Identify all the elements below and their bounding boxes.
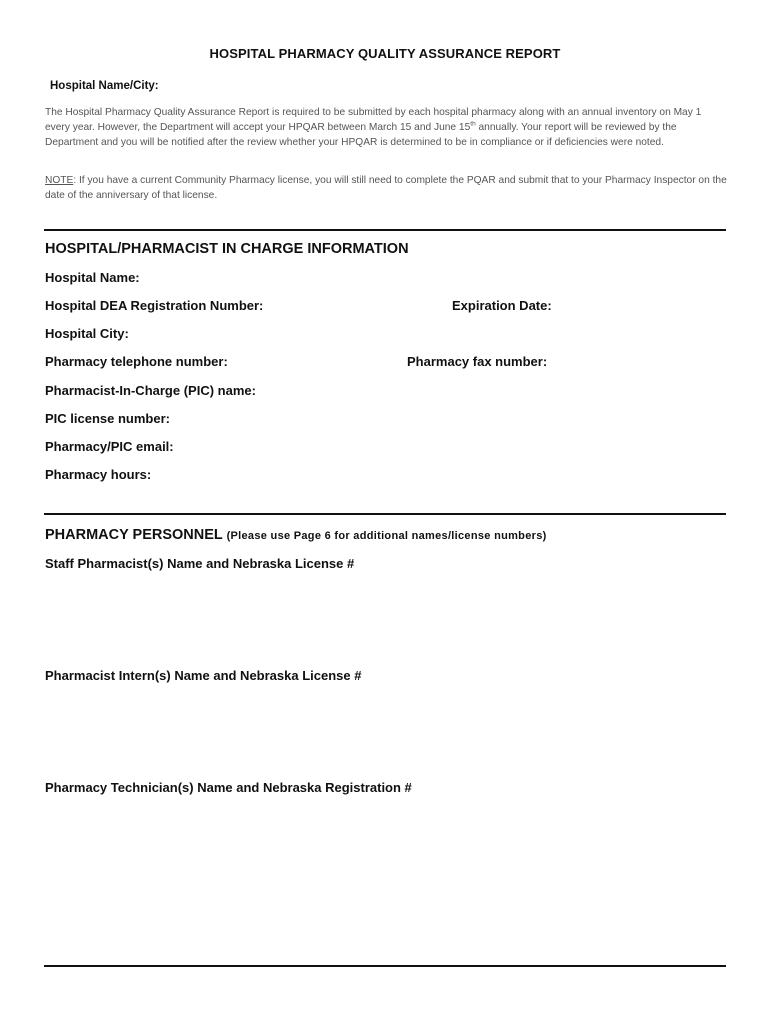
dea-number-field[interactable]: Hospital DEA Registration Number:: [45, 298, 264, 313]
personnel-section-title: [45, 527, 547, 543]
interns-entry-area[interactable]: [45, 688, 725, 768]
pic-license-field[interactable]: PIC license number:: [45, 411, 170, 426]
hospital-name-city-field[interactable]: Hospital Name/City:: [50, 80, 159, 92]
staff-pharmacists-entry-area[interactable]: [45, 576, 725, 656]
expiration-date-field[interactable]: Expiration Date:: [452, 298, 552, 313]
intro-superscript: th: [470, 120, 476, 128]
intro-text-part1: The Hospital Pharmacy Quality Assurance Report is required to be submitted by each hospital pharmacy along with an annual inventory on May 1 every year. However, the Department will accept your HPQAR between March 15 and June 15: [45, 107, 702, 133]
note-paragraph: [45, 173, 735, 203]
fax-field[interactable]: Pharmacy fax number:: [407, 354, 548, 369]
personnel-title-text: PHARMACY PERSONNEL: [45, 527, 223, 543]
note-text: : If you have a current Community Pharmacy license, you will still need to complete the PQAR and submit that to your Pharmacy Inspector on the date of the anniversary of that license.: [45, 175, 727, 201]
telephone-field[interactable]: Pharmacy telephone number:: [45, 354, 228, 369]
bottom-divider: [44, 965, 726, 967]
pic-section-title: HOSPITAL/PHARMACIST IN CHARGE INFORMATION: [45, 241, 409, 257]
section-divider: [44, 513, 726, 515]
section-divider: [44, 229, 726, 231]
technicians-entry-area[interactable]: [45, 800, 725, 950]
hospital-name-field[interactable]: Hospital Name:: [45, 270, 140, 285]
hours-field[interactable]: Pharmacy hours:: [45, 467, 152, 482]
note-label: NOTE: [45, 175, 74, 186]
technicians-label: Pharmacy Technician(s) Name and Nebraska Registration #: [45, 780, 412, 795]
report-title: HOSPITAL PHARMACY QUALITY ASSURANCE REPORT: [209, 46, 561, 61]
intro-paragraph: [45, 105, 725, 150]
hospital-city-field[interactable]: Hospital City:: [45, 326, 129, 341]
staff-pharmacists-label: Staff Pharmacist(s) Name and Nebraska License #: [45, 556, 355, 571]
interns-label: Pharmacist Intern(s) Name and Nebraska License #: [45, 668, 362, 683]
email-field[interactable]: Pharmacy/PIC email:: [45, 439, 174, 454]
intro-text-part2: annually. Your report will be reviewed by the Department and you will be notified after the review whether your HPQAR is determined to be in compliance or if deficiencies were noted.: [45, 122, 677, 148]
pic-name-field[interactable]: Pharmacist-In-Charge (PIC) name:: [45, 383, 256, 398]
personnel-subtitle: (Please use Page 6 for additional names/license numbers): [226, 530, 547, 542]
